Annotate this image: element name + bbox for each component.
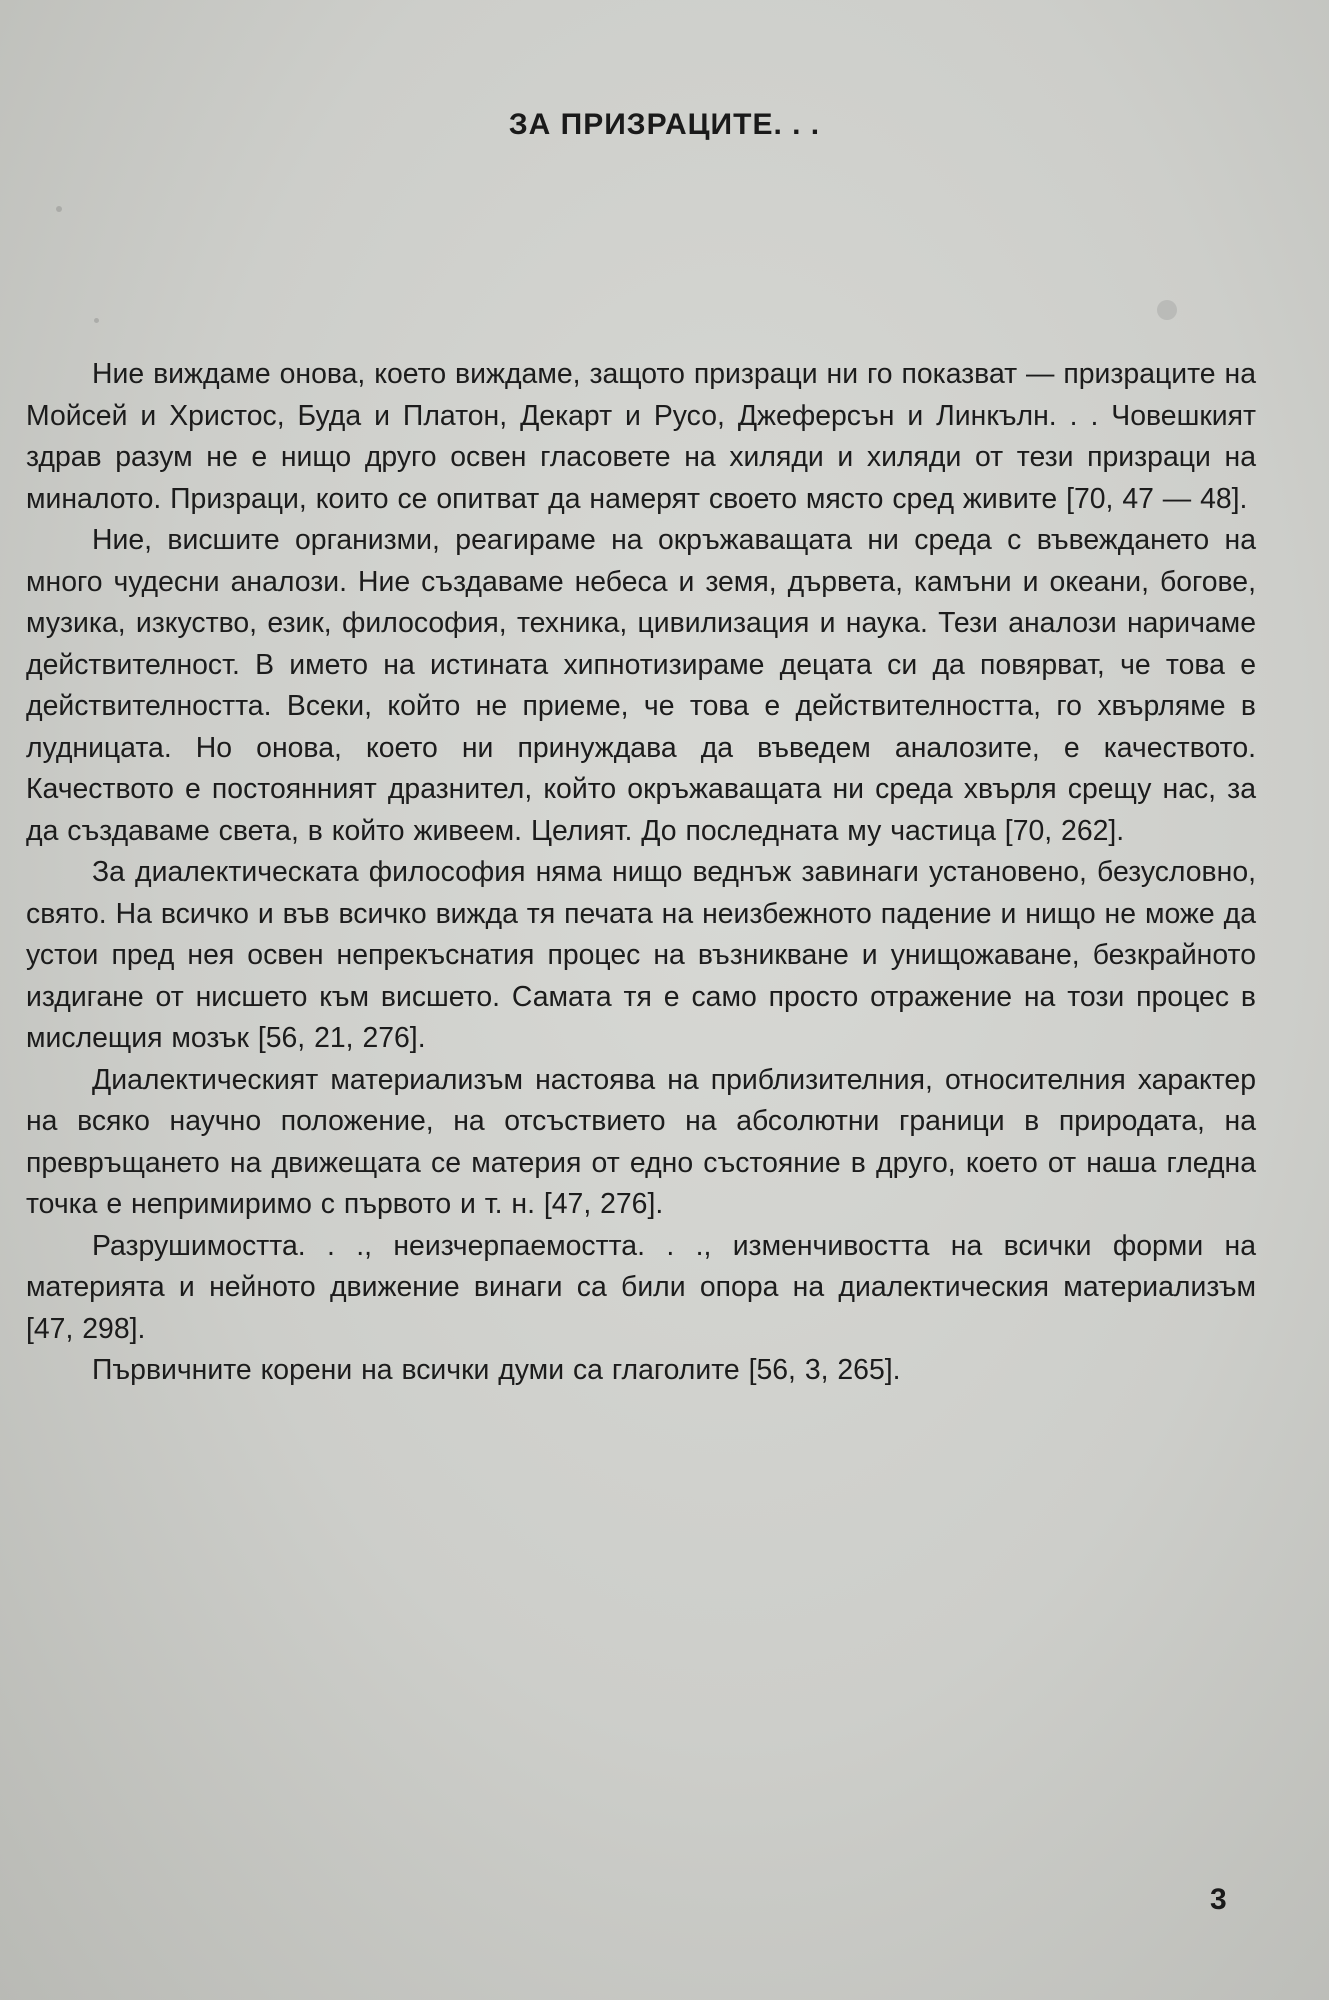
paragraph: За диалектическата философия няма нищо веднъж завинаги установено, безусловно, свято. На всичко и във всичко вижда тя печата на неизбежното падение и нищо не може да устои пред нея освен непрекъснатия процес на възникване и унищожаване, безкрайното издигане от нисшето към висшето. Самата тя е само просто отражение на този процес в мислещия мозък [56, 21, 276]. bbox=[26, 856, 1256, 1054]
body-text bbox=[26, 354, 1256, 1392]
paper-speck bbox=[1157, 300, 1177, 320]
paragraph: Първичните корени на всички думи са глаголите [56, 3, 265]. bbox=[92, 1354, 901, 1386]
paragraph: Ние виждаме онова, което виждаме, защото призраци ни го показват — призраците на Мойсей и Христос, Буда и Платон, Декарт и Русо, Джеферсън и Линкълн. . . Човешкият здрав разум не е нищо друго освен гласовете на хиляди и хиляди от тези призраци на миналото. Призраци, които се опитват да намерят своето място сред живите [70, 47 — 48]. bbox=[26, 358, 1256, 515]
paragraph: Разрушимостта. . ., неизчерпаемостта. . ., изменчивостта на всички форми на материята и нейното движение винаги са били опора на диалектическия материализъм [47, 298]. bbox=[26, 1229, 1256, 1345]
paper-speck bbox=[94, 318, 99, 323]
paper-speck bbox=[56, 206, 62, 212]
paragraph: Ние, висшите организми, реагираме на окръжаващата ни среда с въвеждането на много чудесни аналози. Ние създаваме небеса и земя, дървета, камъни и океани, богове, музика, изкуство, език, философия, техника, цивилизация и наука. Тези аналози наричаме действителност. В името на истината хипнотизираме децата си да повярват, че това е действителността. Всеки, който не приеме, че това е действителността, го хвърляме в лудницата. Но онова, което ни принуждава да въведем аналозите, е качеството. Качеството е постоянният дразнител, който окръжаващата ни среда хвърля срещу нас, за да създаваме света, в който живеем. Целият. До последната му частица [70, 262]. bbox=[26, 524, 1256, 847]
paragraph: Диалектическият материализъм настоява на приблизителния, относителния характер на всяко научно положение, на отсъствието на абсолютни граници в природата, на превръщането на движещата се материя от едно състояние в друго, което от наша гледна точка е непримиримо с първото и т. н. [47, 276]. bbox=[26, 1063, 1256, 1220]
page-number: 3 bbox=[1210, 1883, 1227, 1916]
page-title: ЗА ПРИЗРАЦИТЕ. . . bbox=[508, 108, 821, 141]
